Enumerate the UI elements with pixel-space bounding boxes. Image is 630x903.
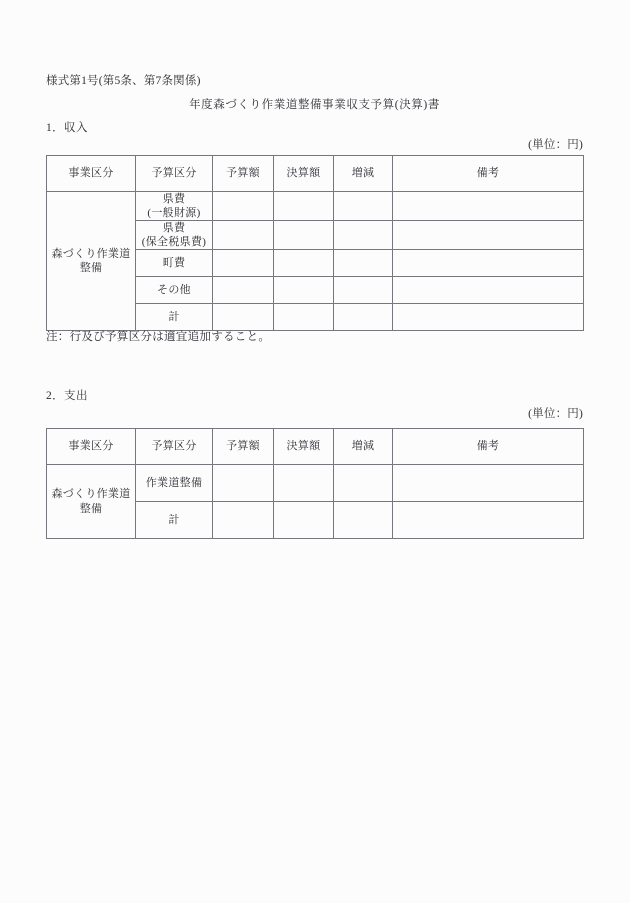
form-number: 様式第1号(第5条、第7条関係) <box>46 75 201 87</box>
section-label-income: 1．収入 <box>46 122 88 134</box>
table-row <box>47 192 584 221</box>
remarks-cell[interactable] <box>393 304 584 331</box>
column-header-jigyo-kubun: 事業区分 <box>47 156 136 192</box>
settlement-amount-cell[interactable] <box>274 221 334 250</box>
table-header-row <box>47 429 584 465</box>
budget-amount-cell[interactable] <box>213 192 274 221</box>
column-header-jigyo-kubun: 事業区分 <box>47 429 136 465</box>
budget-category-line1: 県費 <box>162 193 186 205</box>
section-label-expenditure: 2．支出 <box>46 390 88 402</box>
budget-category-cell: 町費 <box>136 250 213 277</box>
budget-category-line2: (保全税県費) <box>141 236 207 249</box>
remarks-cell[interactable] <box>393 502 584 539</box>
remarks-cell[interactable] <box>393 277 584 304</box>
table-row <box>47 465 584 502</box>
column-header-zougen: 増減 <box>334 429 393 465</box>
budget-amount-cell[interactable] <box>213 221 274 250</box>
row-group-label-income: 森づくり作業道整備 <box>47 192 136 331</box>
difference-cell[interactable] <box>334 221 393 250</box>
budget-category-cell-total: 計 <box>136 304 213 331</box>
column-header-biko: 備考 <box>393 429 584 465</box>
column-header-kessan-gaku: 決算額 <box>274 429 334 465</box>
settlement-amount-cell[interactable] <box>274 304 334 331</box>
unit-note-expenditure: (単位：円) <box>528 408 583 420</box>
settlement-amount-cell[interactable] <box>274 250 334 277</box>
remarks-cell[interactable] <box>393 192 584 221</box>
table-header-row <box>47 156 584 192</box>
column-header-yosan-kubun: 予算区分 <box>136 156 213 192</box>
settlement-amount-cell[interactable] <box>274 465 334 502</box>
footnote: 注：行及び予算区分は適宜追加すること。 <box>46 331 271 343</box>
budget-category-cell <box>136 192 213 221</box>
difference-cell[interactable] <box>334 192 393 221</box>
budget-category-cell: その他 <box>136 277 213 304</box>
budget-category-cell <box>136 221 213 250</box>
column-header-zougen: 増減 <box>334 156 393 192</box>
budget-category-line2: (一般財源) <box>147 207 201 220</box>
column-header-biko: 備考 <box>393 156 584 192</box>
budget-category-cell: 作業道整備 <box>136 465 213 502</box>
budget-category-cell-total: 計 <box>136 502 213 539</box>
budget-amount-cell[interactable] <box>213 277 274 304</box>
income-table <box>46 155 584 331</box>
document-title: 年度森づくり作業道整備事業収支予算(決算)書 <box>189 99 440 111</box>
column-header-yosan-gaku: 予算額 <box>213 156 274 192</box>
remarks-cell[interactable] <box>393 465 584 502</box>
row-group-label-expenditure: 森づくり作業道整備 <box>47 465 136 539</box>
difference-cell[interactable] <box>334 277 393 304</box>
difference-cell[interactable] <box>334 502 393 539</box>
budget-category-line1: 県費 <box>162 222 186 235</box>
expenditure-table <box>46 428 584 539</box>
settlement-amount-cell[interactable] <box>274 502 334 539</box>
remarks-cell[interactable] <box>393 250 584 277</box>
settlement-amount-cell[interactable] <box>274 277 334 304</box>
remarks-cell[interactable] <box>393 221 584 250</box>
budget-amount-cell[interactable] <box>213 304 274 331</box>
unit-note-income: (単位：円) <box>528 139 583 151</box>
difference-cell[interactable] <box>334 250 393 277</box>
difference-cell[interactable] <box>334 465 393 502</box>
column-header-yosan-kubun: 予算区分 <box>136 429 213 465</box>
settlement-amount-cell[interactable] <box>274 192 334 221</box>
budget-amount-cell[interactable] <box>213 502 274 539</box>
difference-cell[interactable] <box>334 304 393 331</box>
column-header-yosan-gaku: 予算額 <box>213 429 274 465</box>
budget-amount-cell[interactable] <box>213 250 274 277</box>
budget-amount-cell[interactable] <box>213 465 274 502</box>
column-header-kessan-gaku: 決算額 <box>274 156 334 192</box>
